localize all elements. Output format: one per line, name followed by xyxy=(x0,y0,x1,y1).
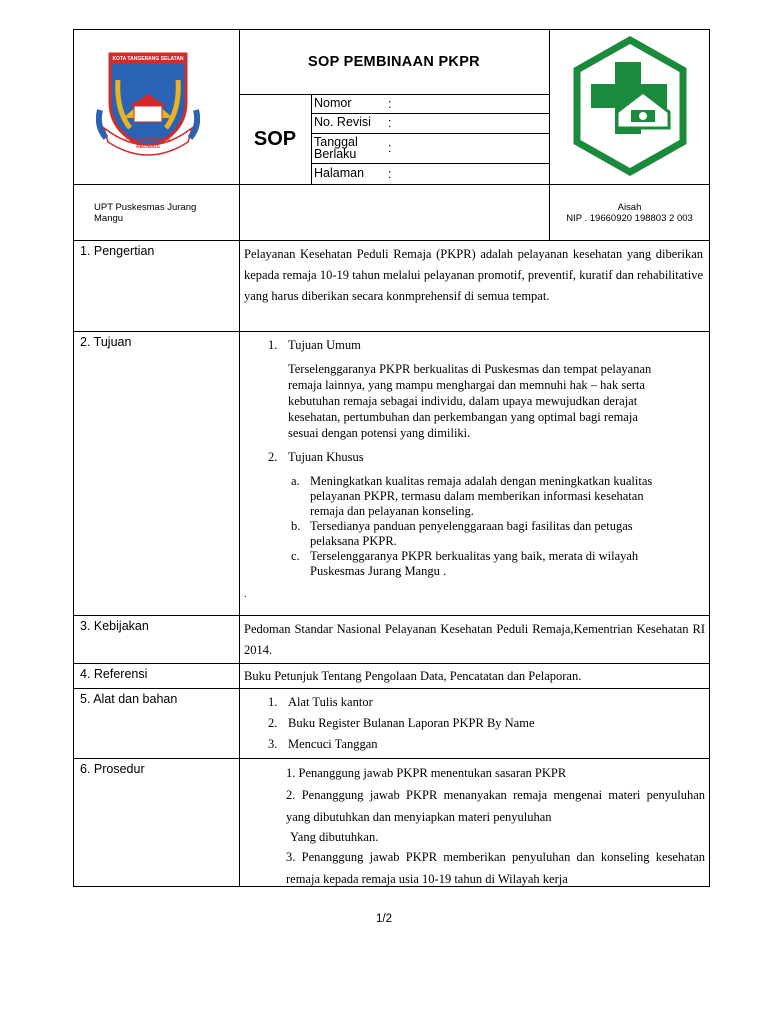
meta-colon: : xyxy=(388,141,392,155)
row-label: 3. Kebijakan xyxy=(80,619,149,633)
row-kebijakan xyxy=(74,615,709,663)
list-item xyxy=(244,549,671,579)
list-item xyxy=(244,713,705,734)
row-label: 6. Prosedur xyxy=(80,762,145,776)
list-text: Tujuan Umum xyxy=(288,338,361,352)
list-number: 1. xyxy=(268,695,278,709)
row-label: 5. Alat dan bahan xyxy=(80,692,178,706)
list-text: Tujuan Khusus xyxy=(288,450,364,464)
list-number: 2. xyxy=(268,716,278,730)
list-text: Buku Register Bulanan Laporan PKPR By Name xyxy=(288,716,535,730)
signer-name: Aisah xyxy=(617,201,642,213)
list-letter: b. xyxy=(291,519,301,533)
referensi-text: Buku Petunjuk Tentang Pengolaan Data, Pencatatan dan Pelaporan. xyxy=(244,669,582,683)
page-number: 1/2 xyxy=(376,913,392,925)
meta-colon: : xyxy=(388,167,392,181)
row-content xyxy=(239,689,709,759)
logo-text-top: KOTA TANGERANG SELATAN xyxy=(112,56,184,62)
list-text: Tersedianya panduan penyelenggaraan bagi fasilitas dan petugas pelaksana PKPR. xyxy=(310,519,633,548)
list-text: Meningkatkan kualitas remaja adalah dengan meningkatkan kualitas pelayanan PKPR, termasu dalam memberikan informasi kesehatan remaja dan pelayanan konseling. xyxy=(310,474,653,518)
tujuan-khusus-heading xyxy=(244,447,705,468)
tujuan-khusus-list xyxy=(244,474,705,579)
row-label: 1. Pengertian xyxy=(80,244,155,258)
row-pengertian xyxy=(74,241,709,331)
pengertian-text: Pelayanan Kesehatan Peduli Remaja (PKPR) adalah pelayanan kesehatan yang diberikan kepada remaja 10-19 tahun melalui pelayanan promotif, preventif, kuratif dan rehabilitative yang harus diberikan secara konmprehensif di semua tempat. xyxy=(244,247,703,303)
meta-row-nomor xyxy=(312,96,549,113)
list-number: 1. xyxy=(268,338,278,352)
list-number: 3. xyxy=(268,737,278,751)
list-text: Alat Tulis kantor xyxy=(288,695,373,709)
row-content xyxy=(239,664,709,689)
meta-row-tanggal xyxy=(312,135,549,163)
page-title: SOP PEMBINAAN PKPR xyxy=(308,54,480,70)
meta-label: Halaman xyxy=(314,166,365,180)
unit-name xyxy=(74,184,239,241)
trailing-dot: . xyxy=(244,589,247,600)
row-label: 2. Tujuan xyxy=(80,335,132,349)
tujuan-umum-text: Terselenggaranya PKPR berkualitas di Puskesmas dan tempat pelayanan remaja lainnya, yang mampu menghargai dan memnuhi hak – hak serta kebutuhan remaja sebagai individu, dalam upaya mewujudkan derajat kesehatan, pertumbuhan dan perkembangan yang optimal bagi remaja sesuai dengan potensi yang dimiliki. xyxy=(288,362,652,440)
prosedur-step: 3. Penanggung jawab PKPR memberikan penyuluhan dan konseling kesehatan remaja kepada remaja usia 10-19 tahun di Wilayah kerja xyxy=(286,850,705,886)
prosedur-step: 1. Penanggung jawab PKPR menentukan sasaran PKPR xyxy=(286,766,567,780)
list-item xyxy=(244,519,671,549)
row-content xyxy=(239,759,709,887)
list-item xyxy=(244,474,671,519)
row-alat-bahan xyxy=(74,688,709,758)
prosedur-step: 2. Penanggung jawab PKPR menanyakan remaja mengenai materi penyuluhan yang dibutuhkan dan menyiapkan materi penyuluhan xyxy=(286,788,705,824)
logo-text-bottom: CERDAS MODERN RELIGIUS xyxy=(125,138,171,150)
row-referensi xyxy=(74,663,709,688)
list-text: Terselenggaranya PKPR berkualitas yang baik, merata di wilayah Puskesmas Jurang Mangu . xyxy=(310,549,639,578)
sop-body-table xyxy=(73,241,710,887)
prosedur-step: Yang dibutuhkan. xyxy=(290,830,379,844)
meta-label: Tanggal Berlaku xyxy=(314,135,358,161)
list-letter: c. xyxy=(291,549,300,563)
row-prosedur xyxy=(74,758,709,886)
city-logo xyxy=(96,50,200,158)
meta-colon: : xyxy=(388,97,392,111)
meta-row-revisi xyxy=(312,115,549,132)
meta-label: No. Revisi xyxy=(314,115,371,129)
tujuan-umum-heading xyxy=(244,335,705,356)
row-content xyxy=(239,332,709,616)
list-item xyxy=(244,734,705,755)
row-tujuan xyxy=(74,331,709,615)
unit-name-text: UPT Puskesmas Jurang Mangu xyxy=(94,201,197,224)
list-text: Mencuci Tanggan xyxy=(288,737,378,751)
kebijakan-text: Pedoman Standar Nasional Pelayanan Kesehatan Peduli Remaja,Kementrian Kesehatan RI 2014. xyxy=(244,622,705,657)
puskesmas-logo xyxy=(571,36,689,176)
sop-header xyxy=(73,29,710,241)
signer-nip: NIP . 19660920 198803 2 003 xyxy=(566,212,693,224)
sop-label: SOP xyxy=(253,127,297,150)
list-letter: a. xyxy=(291,474,300,488)
row-content xyxy=(239,241,709,331)
meta-label: Nomor xyxy=(314,96,352,110)
meta-row-halaman xyxy=(312,166,549,183)
signer-block xyxy=(549,184,710,241)
meta-colon: : xyxy=(388,116,392,130)
row-label: 4. Referensi xyxy=(80,667,148,681)
list-item xyxy=(244,692,705,713)
list-number: 2. xyxy=(268,450,278,464)
row-content xyxy=(239,616,709,664)
